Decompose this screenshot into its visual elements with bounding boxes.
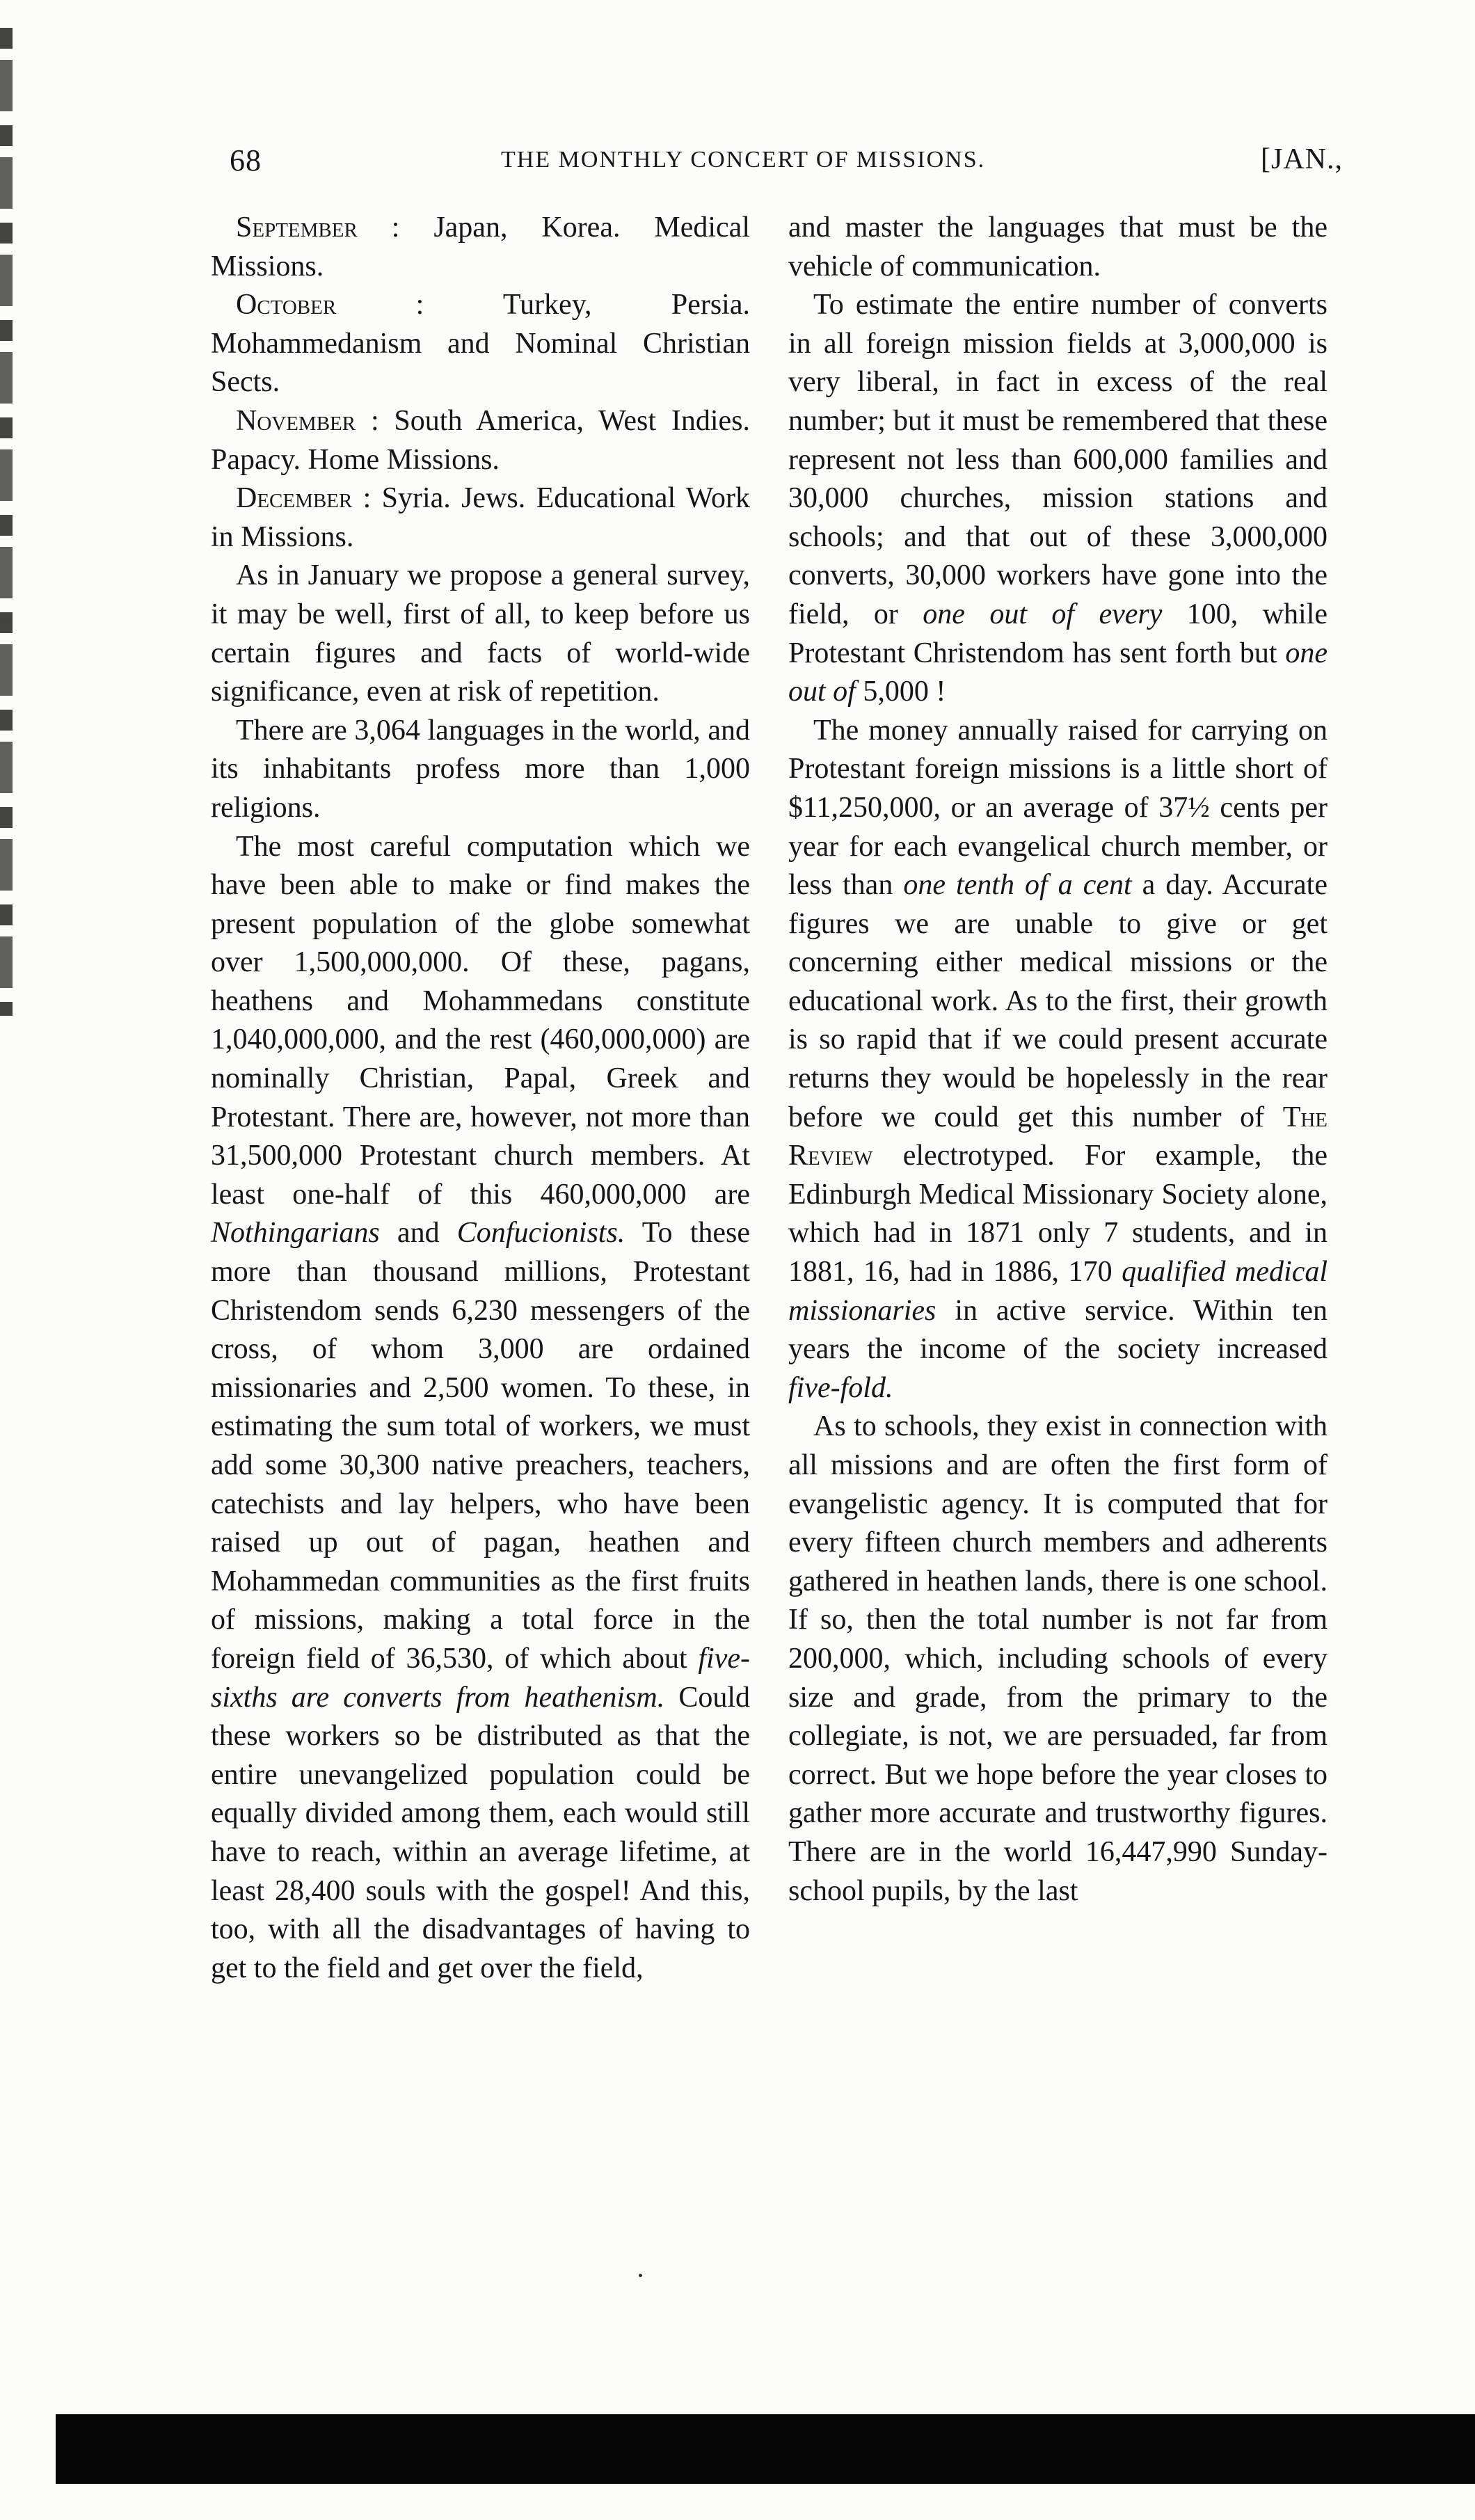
month-label: November xyxy=(236,404,356,437)
scan-border-bar xyxy=(56,2414,1475,2484)
schedule-september: September : Japan, Korea. Medical Missions. xyxy=(211,212,750,282)
paragraph: As in January we propose a general survey, it may be well, first of all, to keep before us certain figures and facts of world-wide significance, even at risk of repetition. xyxy=(211,559,750,708)
paragraph: As to schools, they exist in connection with all missions and are often the first form of evangelistic agency. It is computed that for every fifteen church members and adherents gathered in heathen lands, there is one school. If so, then the total number is not far from 200,000, which, including schools of every size and grade, from the primary to the collegiate, is not, we are persuaded, far from correct. But we hope before the year closes to gather more accurate and trustworthy figures. There are in the world 16,447,990 Sunday-school pupils, by the last xyxy=(788,1410,1328,1907)
paragraph: and master the languages that must be the vehicle of communication. xyxy=(788,212,1328,282)
schedule-december: December : Syria. Jews. Educational Work in Missions. xyxy=(211,482,750,553)
paragraph: The money annually raised for carrying on Protestant foreign missions is a little short of $11,250,000, or an average of 37½ cents per year for each evangelical church member, or less than one tenth of a cent a day. Accurate figures we are unable to give or get concerning either medical missions or the educational work. As to the first, their growth is so rapid that if we could present accurate returns they would be hopelessly in the rear before we could get this number of The Review electrotyped. For example, the Edinburgh Medical Missionary Society alone, which had in 1871 only 7 students, and in 1881, 16, had in 1886, 170 qualified medical missionaries in active service. Within ten years the income of the society increased five-fold. xyxy=(788,714,1328,1404)
paragraph: To estimate the entire number of converts in all foreign mission fields at 3,000,000 is very liberal, in fact in excess of the real number; but it must be remembered that these represent not less than 600,000 families and 30,000 churches, mission stations and schools; and that out of these 3,000,000 converts, 30,000 workers have gone into the field, or one out of every 100, while Protestant Christendom has sent forth but one out of 5,000 ! xyxy=(788,289,1328,708)
binding-edge xyxy=(0,28,13,1016)
month-label: October xyxy=(236,289,337,321)
month-label: December xyxy=(236,482,353,515)
speck xyxy=(639,2274,642,2277)
date-mark: [JAN., xyxy=(1261,143,1343,175)
month-label: September xyxy=(236,212,358,244)
paragraph: There are 3,064 languages in the world, and its inhabitants profess more than 1,000 religions. xyxy=(211,714,750,824)
paragraph: The most careful computation which we have been able to make or find makes the present population of the globe somewhat over 1,500,000,000. Of these, pagans, heathens and Mohammedans constitute 1,040,000,000, and the rest (460,000,000) are nominally Christian, Papal, Greek and Protestant. There are, however, not more than 31,500,000 Protestant church members. At least one-half of this 460,000,000 are Nothingarians and Confucionists. To these more than thousand millions, Protestant Christendom sends 6,230 messengers of the cross, of whom 3,000 are ordained missionaries and 2,500 women. To these, in estimating the sum total of workers, we must add some 30,300 native preachers, teachers, catechists and lay helpers, who have been raised up out of pagan, heathen and Mohammedan communities as the first fruits of missions, making a total force in the foreign field of 36,530, of which about five-sixths are converts from heathenism. Could these workers so be distributed as that the entire unevangelized population could be equally divided among them, each would still have to reach, within an average lifetime, at least 28,400 souls with the gospel! And this, too, with all the disadvantages of having to get to the field and get over the field, xyxy=(211,830,751,1984)
schedule-october: October : Turkey, Persia. Mohammedanism and Nominal Christian Sects. xyxy=(211,289,750,399)
schedule-november: November : South America, West Indies. Papacy. Home Missions. xyxy=(211,404,750,476)
page-header xyxy=(209,143,1343,184)
right-column xyxy=(788,209,1328,1911)
running-title: THE MONTHLY CONCERT OF MISSIONS. xyxy=(501,147,986,173)
page-number: 68 xyxy=(230,143,262,177)
left-column xyxy=(211,209,750,1988)
